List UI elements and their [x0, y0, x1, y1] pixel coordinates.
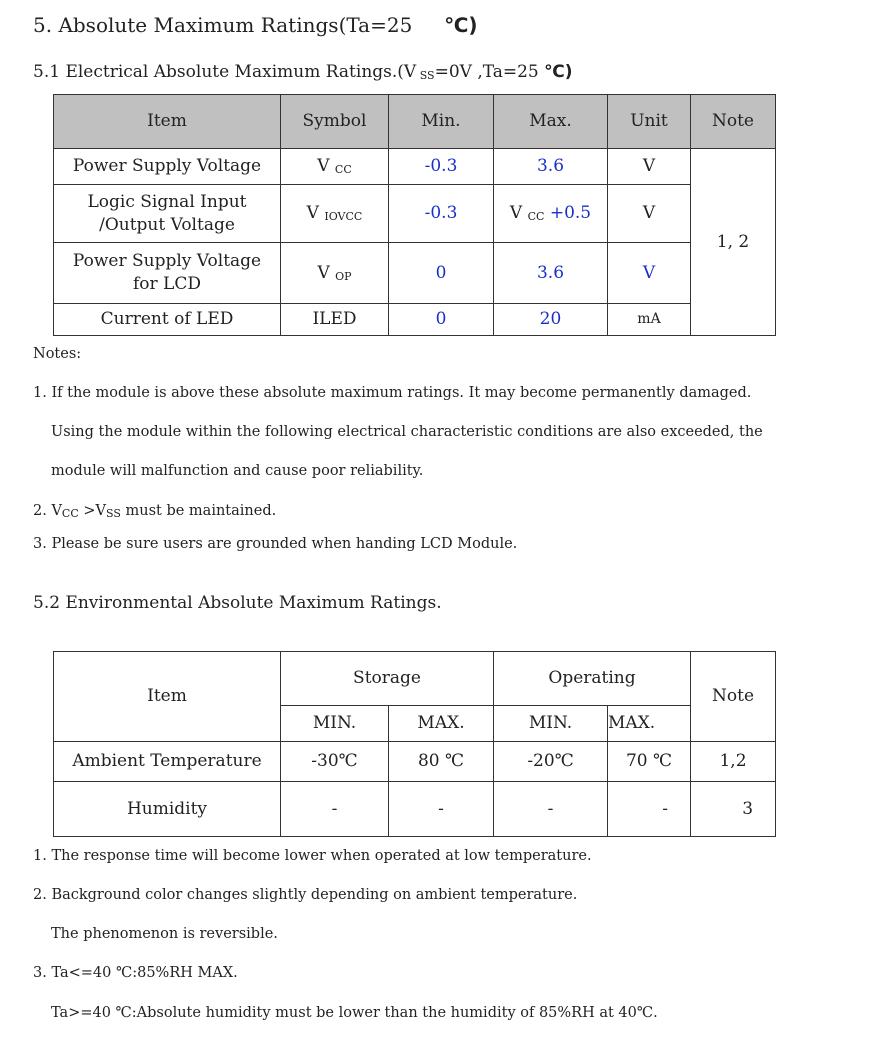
subsection-environmental-title: 5.2 Environmental Absolute Maximum Ratings. — [33, 593, 442, 613]
row-unit: V — [608, 149, 691, 185]
row-unit: V — [608, 243, 691, 304]
env-note-2-cont: The phenomenon is reversible. — [51, 926, 278, 942]
row-max: 3.6 — [494, 243, 608, 304]
row-max: V $_{CC}$ +0.5 — [494, 185, 608, 243]
row-operating-min: -20℃ — [494, 742, 608, 782]
electrical-ratings-table — [53, 94, 776, 336]
note-1-cont2: module will malfunction and cause poor reliability. — [51, 463, 424, 479]
header-storage-max: MAX. — [389, 706, 494, 742]
row-unit: V — [608, 185, 691, 243]
section-title: 5. Absolute Maximum Ratings(Ta=25 ℃) — [33, 13, 478, 37]
header-note: Note — [691, 652, 776, 742]
row-unit: mA — [608, 304, 691, 336]
row-item: Humidity — [54, 782, 281, 837]
header-operating-min: MIN. — [494, 706, 608, 742]
env-note-2: 2. Background color changes slightly depending on ambient temperature. — [33, 887, 578, 903]
notes-label: Notes: — [33, 346, 82, 362]
row-symbol: V $_{CC}$ — [281, 149, 389, 185]
row-symbol: V $_{IOVCC}$ — [281, 185, 389, 243]
table-row — [54, 782, 776, 837]
env-note-1: 1. The response time will become lower when operated at low temperature. — [33, 848, 592, 864]
row-storage-max: - — [389, 782, 494, 837]
note-3: 3. Please be sure users are grounded when handing LCD Module. — [33, 536, 518, 552]
row-max: 20 — [494, 304, 608, 336]
note-1-cont: Using the module within the following electrical characteristic conditions are also exceeded, the — [51, 424, 763, 440]
row-min: -0.3 — [389, 149, 494, 185]
row-symbol: ILED — [281, 304, 389, 336]
row-symbol: V $_{OP}$ — [281, 243, 389, 304]
note-2: 2. $V_{CC} >V_{SS}$ must be maintained. — [33, 503, 277, 520]
table-header-row — [54, 95, 776, 149]
header-unit: Unit — [608, 95, 691, 149]
table-row — [54, 243, 776, 304]
row-note: 1,2 — [691, 742, 776, 782]
row-item: Power Supply Voltage for LCD — [54, 243, 281, 304]
environmental-ratings-table — [53, 651, 776, 837]
row-note: 1, 2 — [691, 149, 776, 336]
row-storage-min: -30℃ — [281, 742, 389, 782]
table-row — [54, 304, 776, 336]
row-operating-max: - — [608, 782, 691, 837]
header-item: Item — [54, 95, 281, 149]
row-storage-max: 80 ℃ — [389, 742, 494, 782]
row-item: Ambient Temperature — [54, 742, 281, 782]
row-min: 0 — [389, 304, 494, 336]
row-min: -0.3 — [389, 185, 494, 243]
header-symbol: Symbol — [281, 95, 389, 149]
row-item: Power Supply Voltage — [54, 149, 281, 185]
header-item: Item — [54, 652, 281, 742]
row-note: 3 — [691, 782, 776, 837]
row-max: 3.6 — [494, 149, 608, 185]
header-storage-min: MIN. — [281, 706, 389, 742]
row-operating-min: - — [494, 782, 608, 837]
table-row — [54, 185, 776, 243]
header-operating: Operating — [494, 652, 691, 706]
env-note-3-cont: Ta>=40 ℃:Absolute humidity must be lower than the humidity of 85%RH at 40℃. — [51, 1005, 658, 1021]
env-note-3: 3. Ta<=40 ℃:85%RH MAX. — [33, 965, 238, 981]
note-1: 1. If the module is above these absolute maximum ratings. It may become permanently damaged. — [33, 385, 752, 401]
table-row — [54, 742, 776, 782]
header-note: Note — [691, 95, 776, 149]
subsection-electrical-title: 5.1 Electrical Absolute Maximum Ratings.(V $_{SS}$=0V ,Ta=25 ℃) — [33, 62, 573, 82]
row-item: Current of LED — [54, 304, 281, 336]
header-operating-max: MAX. — [608, 706, 691, 742]
table-row — [54, 149, 776, 185]
celsius-unit: ℃) — [444, 13, 478, 37]
row-item: Logic Signal Input /Output Voltage — [54, 185, 281, 243]
header-max: Max. — [494, 95, 608, 149]
header-min: Min. — [389, 95, 494, 149]
row-storage-min: - — [281, 782, 389, 837]
row-min: 0 — [389, 243, 494, 304]
row-operating-max: 70 ℃ — [608, 742, 691, 782]
header-storage: Storage — [281, 652, 494, 706]
table-header-row — [54, 652, 776, 706]
